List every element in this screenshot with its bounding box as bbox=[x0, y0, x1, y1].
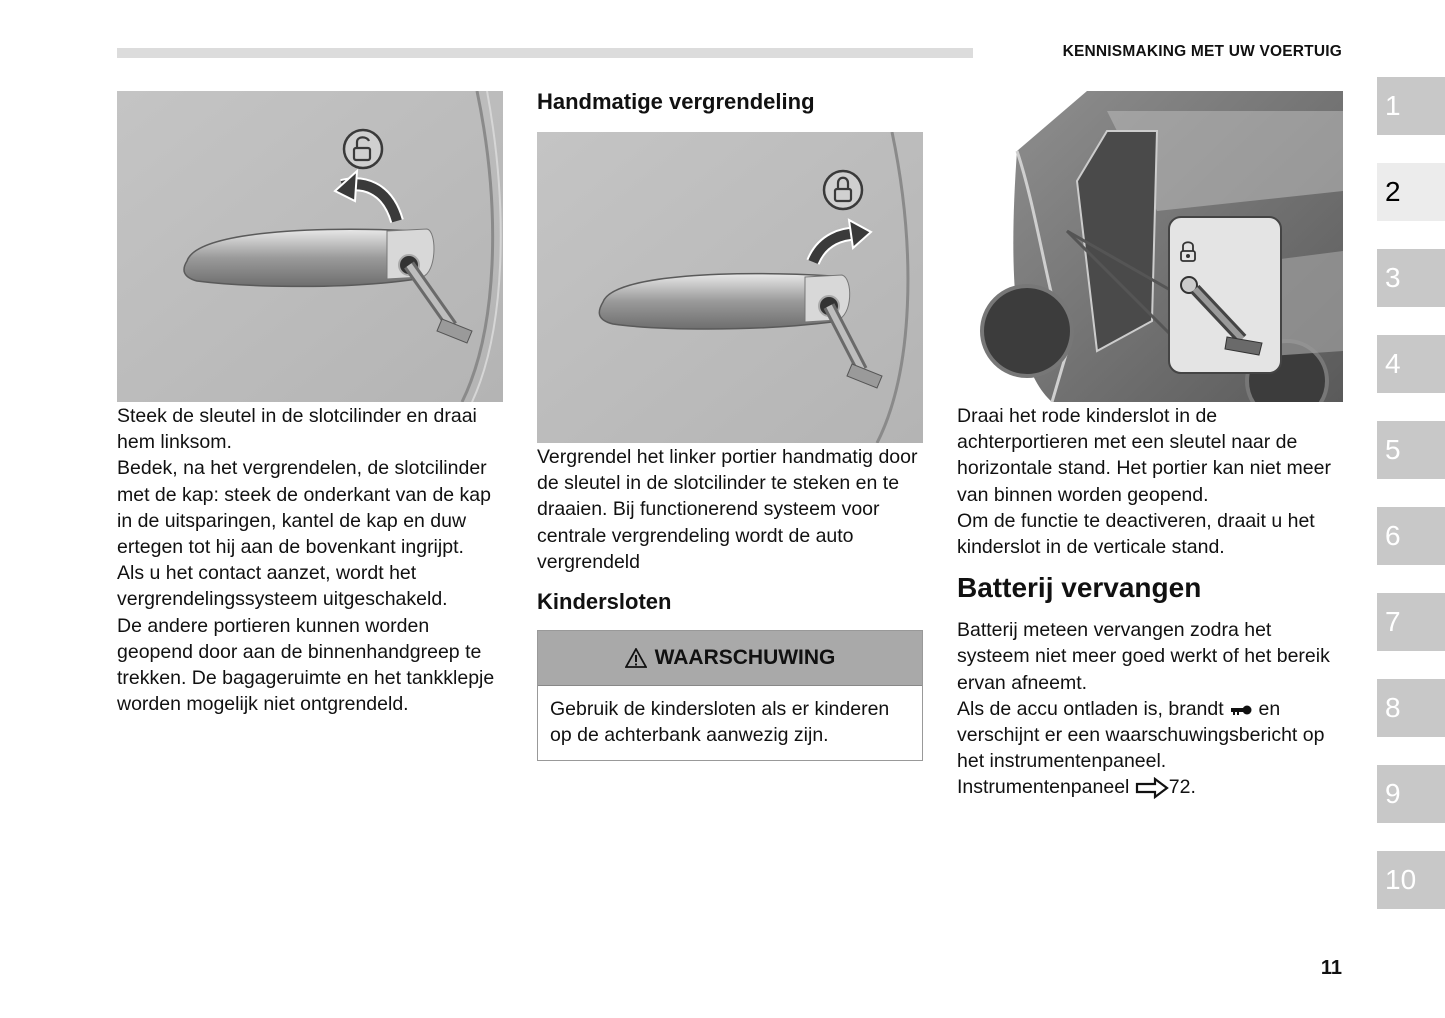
key-icon bbox=[1229, 704, 1253, 716]
heading-manual-locking: Handmatige vergrendeling bbox=[537, 89, 815, 114]
column-right bbox=[957, 91, 1343, 801]
paragraph: Draai het rode kinderslot in de achterportieren met een sleutel naar de horizontale stand. Het portier kan niet meer van binnen worden geopend. bbox=[957, 405, 1331, 506]
text: Als de accu ontladen is, brandt bbox=[957, 697, 1224, 720]
chapter-tab-10[interactable]: 10 bbox=[1377, 851, 1445, 909]
figure-lock-handle bbox=[537, 132, 923, 443]
chapter-tab-7[interactable]: 7 bbox=[1377, 593, 1445, 651]
text: en verschijnt er een waarschuwingsbericht op het instrumentenpaneel. bbox=[957, 697, 1325, 773]
unlock-icon bbox=[344, 130, 382, 168]
header-rule bbox=[117, 48, 973, 58]
figure-child-lock bbox=[957, 91, 1343, 402]
col2-text: Vergrendel het linker portier handmatig door de sleutel in de slotcilinder te steken en te draaien. Bij functionerend systeem voor centrale vergrendeling wordt de auto vergrendeld bbox=[537, 446, 918, 573]
page-reference[interactable]: 72. bbox=[1168, 776, 1196, 799]
section-header: KENNISMAKING MET UW VOERTUIG bbox=[1062, 43, 1342, 60]
warning-box bbox=[537, 630, 923, 761]
warning-triangle-icon bbox=[625, 648, 647, 668]
warning-text: Gebruik de kindersloten als er kinderen op de achterbank aanwezig zijn. bbox=[550, 698, 890, 747]
car-rear-door-illustration bbox=[957, 91, 1343, 402]
chapter-tab-3[interactable]: 3 bbox=[1377, 249, 1445, 307]
chapter-tab-5[interactable]: 5 bbox=[1377, 421, 1445, 479]
col1-text bbox=[117, 403, 503, 717]
lock-icon bbox=[824, 171, 862, 209]
text: Instrumentenpaneel bbox=[957, 776, 1130, 799]
warning-title: WAARSCHUWING bbox=[654, 646, 836, 670]
column-middle bbox=[537, 87, 923, 761]
col3-text bbox=[957, 403, 1343, 560]
chapter-tab-8[interactable]: 8 bbox=[1377, 679, 1445, 737]
chapter-tab-4[interactable]: 4 bbox=[1377, 335, 1445, 393]
battery-text bbox=[957, 617, 1343, 800]
chapter-tab-1[interactable]: 1 bbox=[1377, 77, 1445, 135]
column-left bbox=[117, 91, 503, 717]
heading-child-locks: Kindersloten bbox=[537, 589, 672, 615]
door-handle-lock-illustration bbox=[537, 132, 923, 443]
arrow-right-icon bbox=[1135, 777, 1169, 799]
paragraph bbox=[957, 774, 1343, 800]
figure-unlock-handle bbox=[117, 91, 503, 402]
paragraph bbox=[957, 696, 1343, 775]
paragraph: De andere portieren kunnen worden geopend door aan de binnenhandgreep te trekken. De bagageruimte en het tankklepje worden mogelijk niet ontgrendeld. bbox=[117, 614, 495, 716]
paragraph: Als u het contact aanzet, wordt het vergrendelingssysteem uitgeschakeld. bbox=[117, 562, 448, 611]
paragraph: Steek de sleutel in de slotcilinder en draai hem linksom. bbox=[117, 405, 477, 454]
warning-header bbox=[538, 631, 922, 686]
paragraph: Batterij meteen vervangen zodra het systeem niet meer goed werkt of het bereik ervan afneemt. bbox=[957, 619, 1330, 694]
paragraph: Bedek, na het vergrendelen, de slotcilinder met de kap: steek de onderkant van de kap in de uitsparingen, kantel de kap en duw ertegen tot hij aan de bovenkant ingrijpt. bbox=[117, 457, 491, 559]
chapter-tab-6[interactable]: 6 bbox=[1377, 507, 1445, 565]
heading-battery-replace: Batterij vervangen bbox=[957, 572, 1202, 604]
page-number: 11 bbox=[1320, 957, 1342, 979]
chapter-tab-9[interactable]: 9 bbox=[1377, 765, 1445, 823]
door-handle-unlock-illustration bbox=[117, 91, 503, 402]
paragraph: Om de functie te deactiveren, draait u het kinderslot in de verticale stand. bbox=[957, 509, 1315, 559]
chapter-tab-2[interactable]: 2 bbox=[1377, 163, 1445, 221]
